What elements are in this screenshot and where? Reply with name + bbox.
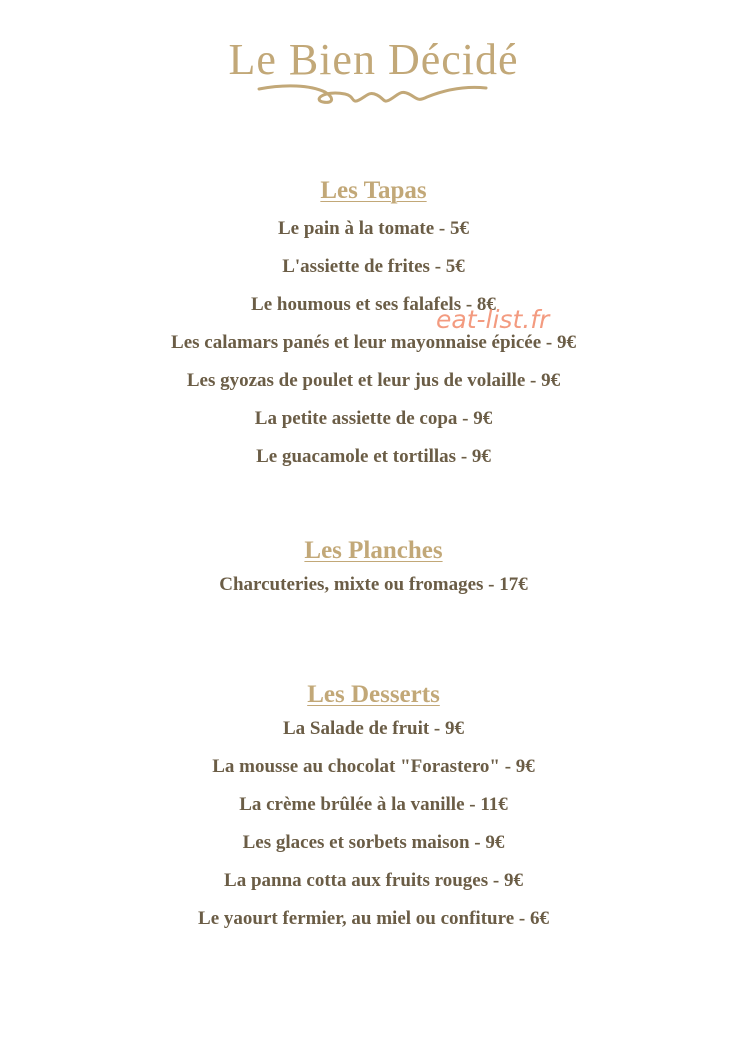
menu-item: La crème brûlée à la vanille - 11€ — [239, 794, 508, 815]
menu-item: Le pain à la tomate - 5€ — [277, 218, 470, 239]
menu-item: La petite assiette de copa - 9€ — [254, 408, 493, 429]
menu-item: Le guacamole et tortillas - 9€ — [256, 446, 491, 467]
section-title-desserts: Les Desserts — [307, 681, 440, 708]
menu-item: Les glaces et sorbets maison - 9€ — [242, 832, 505, 853]
menu-item: La panna cotta aux fruits rouges - 9€ — [224, 870, 523, 891]
menu-item: L'assiette de frites - 5€ — [282, 256, 465, 277]
menu-item: Les calamars panés et leur mayonnaise épicée - 9€ — [171, 332, 576, 353]
menu-item: Le yaourt fermier, au miel ou confiture - 6€ — [198, 908, 549, 929]
section-title-planches: Les Planches — [304, 537, 443, 564]
menu-item: La mousse au chocolat "Forastero" - 9€ — [212, 756, 535, 777]
restaurant-name: Le Bien Décidé — [228, 35, 519, 84]
menu-item: Les gyozas de poulet et leur jus de volaille - 9€ — [186, 370, 561, 391]
squiggle-ornament — [255, 80, 490, 112]
menu-item: La Salade de fruit - 9€ — [282, 718, 465, 739]
section-title-tapas: Les Tapas — [320, 177, 427, 204]
menu-item: Charcuteries, mixte ou fromages - 17€ — [219, 574, 528, 595]
menu-item: Le houmous et ses falafels - 8€ — [251, 294, 496, 315]
watermark: eat-list.fr — [436, 305, 550, 334]
